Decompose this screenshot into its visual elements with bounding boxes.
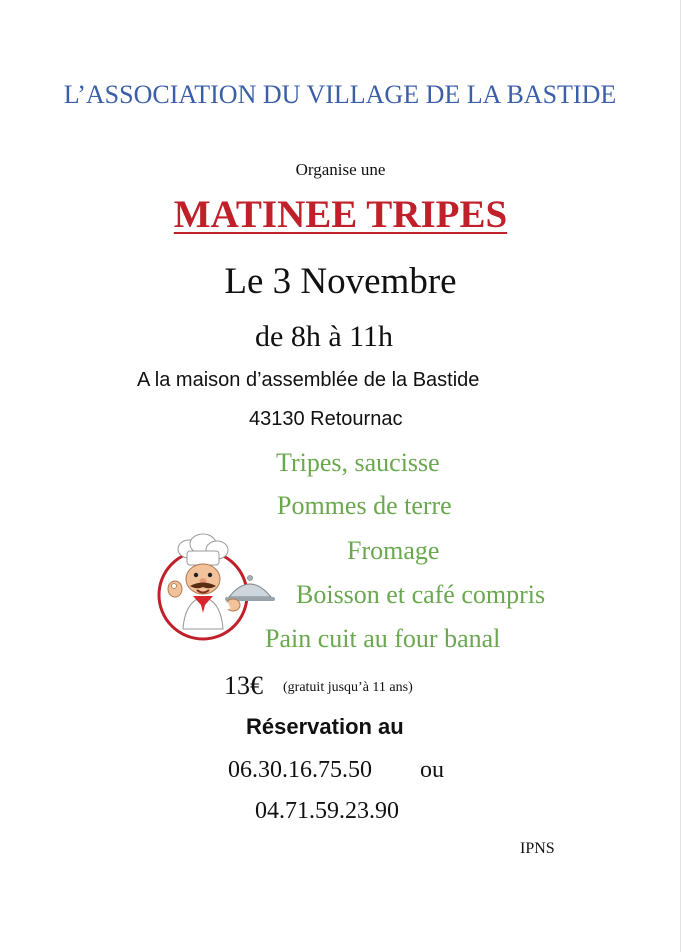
event-title: MATINEE TRIPES — [173, 193, 508, 236]
chef-icon — [153, 533, 281, 645]
menu-item: Pommes de terre — [277, 491, 452, 520]
menu-item: Fromage — [347, 536, 440, 565]
price: 13€ — [224, 671, 263, 700]
reservation-label: Réservation au — [246, 714, 404, 739]
phone-number-1: 06.30.16.75.50 — [228, 757, 372, 783]
or-text: ou — [420, 757, 444, 783]
price-note: (gratuit jusqu’à 11 ans) — [283, 680, 413, 695]
event-location: A la maison d’assemblée de la Bastide — [137, 369, 480, 391]
event-date: Le 3 Novembre — [224, 261, 457, 302]
phone-number-2: 04.71.59.23.90 — [255, 798, 399, 824]
event-postal-town: 43130 Retournac — [249, 408, 403, 430]
menu-item: Boisson et café compris — [296, 580, 546, 609]
menu-item: Pain cuit au four banal — [265, 624, 501, 653]
association-name: L’ASSOCIATION DU VILLAGE DE LA BASTIDE — [63, 80, 617, 109]
ipns-mark: IPNS — [520, 840, 555, 857]
event-hours: de 8h à 11h — [255, 320, 394, 353]
organise-text: Organise une — [295, 160, 386, 179]
menu-item: Tripes, saucisse — [276, 448, 440, 477]
